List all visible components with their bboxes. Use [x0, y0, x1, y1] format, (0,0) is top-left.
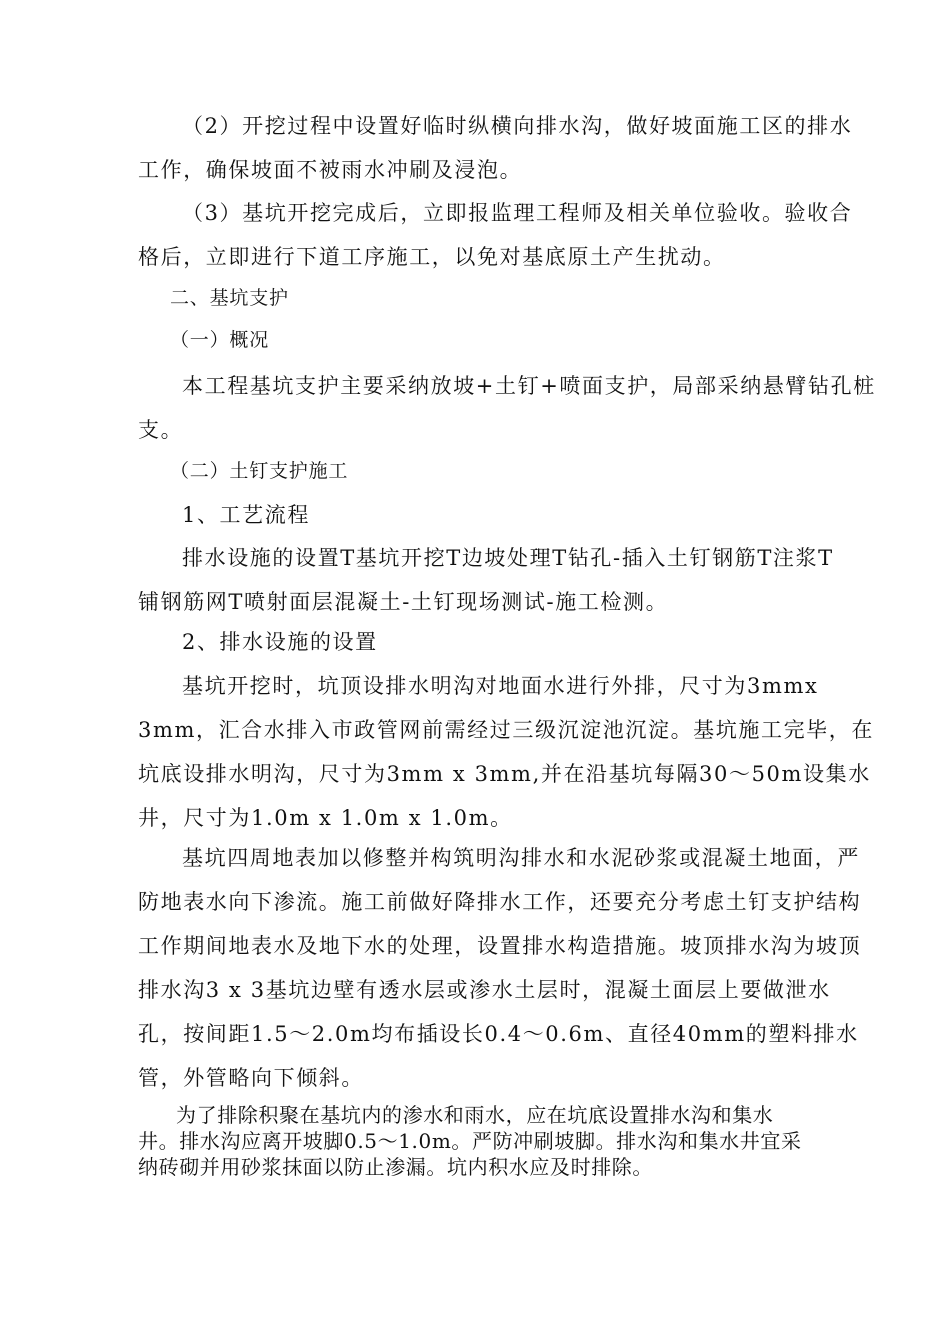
paragraph-process-flow [138, 536, 834, 624]
heading-drainage-facilities [182, 620, 378, 664]
text-line: 格后，立即进行下道工序施工，以免对基底原土产生扰动。 [138, 245, 726, 269]
text-line: 管，外管略向下倾斜。 [138, 1066, 364, 1090]
heading-text: （二）土钉支护施工 [170, 460, 349, 482]
text-line: 排水设施的设置T基坑开挖T边坡处理T钻孔-插入土钉钢筋T注浆T [182, 546, 834, 570]
paragraph-pit-water-removal [138, 1102, 802, 1180]
paragraph-surface-drainage [138, 836, 861, 1100]
text-line: 铺钢筋网T喷射面层混凝土-土钉现场测试-施工检测。 [138, 590, 669, 614]
text-line: 孔，按间距1.5〜2.0m均布插设长0.4〜0.6m、直径40mm的塑料排水 [138, 1022, 859, 1046]
heading-text: 1、工艺流程 [182, 503, 310, 527]
text-line: 基坑四周地表加以修整并构筑明沟排水和水泥砂浆或混凝土地面，严 [182, 846, 860, 870]
text-line: 为了排除积聚在基坑内的渗水和雨水，应在坑底设置排水沟和集水 [176, 1103, 774, 1127]
text-line: 3mm，汇合水排入市政管网前需经过三级沉淀池沉淀。基坑施工完毕，在 [138, 718, 874, 742]
heading-text: 二、基坑支护 [170, 287, 289, 309]
heading-text: （一）概况 [170, 329, 270, 351]
text-line: 井，尺寸为1.0m x 1.0m x 1.0m。 [138, 806, 513, 830]
text-line: 坑底设排水明沟，尺寸为3mm x 3mm,并在沿基坑每隔30〜50m设集水 [138, 762, 871, 786]
heading-text: 2、排水设施的设置 [182, 630, 378, 654]
paragraph-excavation-drainage [138, 104, 852, 192]
heading-foundation-support [170, 276, 289, 320]
heading-process-flow [182, 493, 310, 537]
text-line: 基坑开挖时，坑顶设排水明沟对地面水进行外排，尺寸为3mmx [182, 674, 819, 698]
paragraph-overview [138, 364, 876, 452]
text-line: 排水沟3 x 3基坑边壁有透水层或渗水土层时，混凝土面层上要做泄水 [138, 978, 831, 1002]
heading-soil-nail-construction [170, 449, 348, 493]
paragraph-drainage-ditch [138, 664, 874, 840]
text-line: 支。 [138, 418, 184, 442]
text-line: 纳砖砌并用砂浆抹面以防止渗漏。坑内积水应及时排除。 [138, 1155, 653, 1179]
paragraph-excavation-acceptance [138, 191, 852, 279]
heading-overview [170, 318, 269, 362]
text-line: （3）基坑开挖完成后，立即报监理工程师及相关单位验收。验收合 [182, 201, 853, 225]
text-line: 防地表水向下渗流。施工前做好降排水工作，还要充分考虑土钉支护结构 [138, 890, 862, 914]
text-line: 本工程基坑支护主要采纳放坡+土钉+喷面支护，局部采纳悬臂钻孔桩 [182, 374, 876, 398]
text-line: 工作，确保坡面不被雨水冲刷及浸泡。 [138, 158, 523, 182]
text-line: （2）开挖过程中设置好临时纵横向排水沟，做好坡面施工区的排水 [182, 114, 853, 138]
text-line: 工作期间地表水及地下水的处理，设置排水构造措施。坡顶排水沟为坡顶 [138, 934, 862, 958]
text-line: 井。排水沟应离开坡脚0.5〜1.0m。严防冲刷坡脚。排水沟和集水井宜采 [138, 1129, 802, 1153]
